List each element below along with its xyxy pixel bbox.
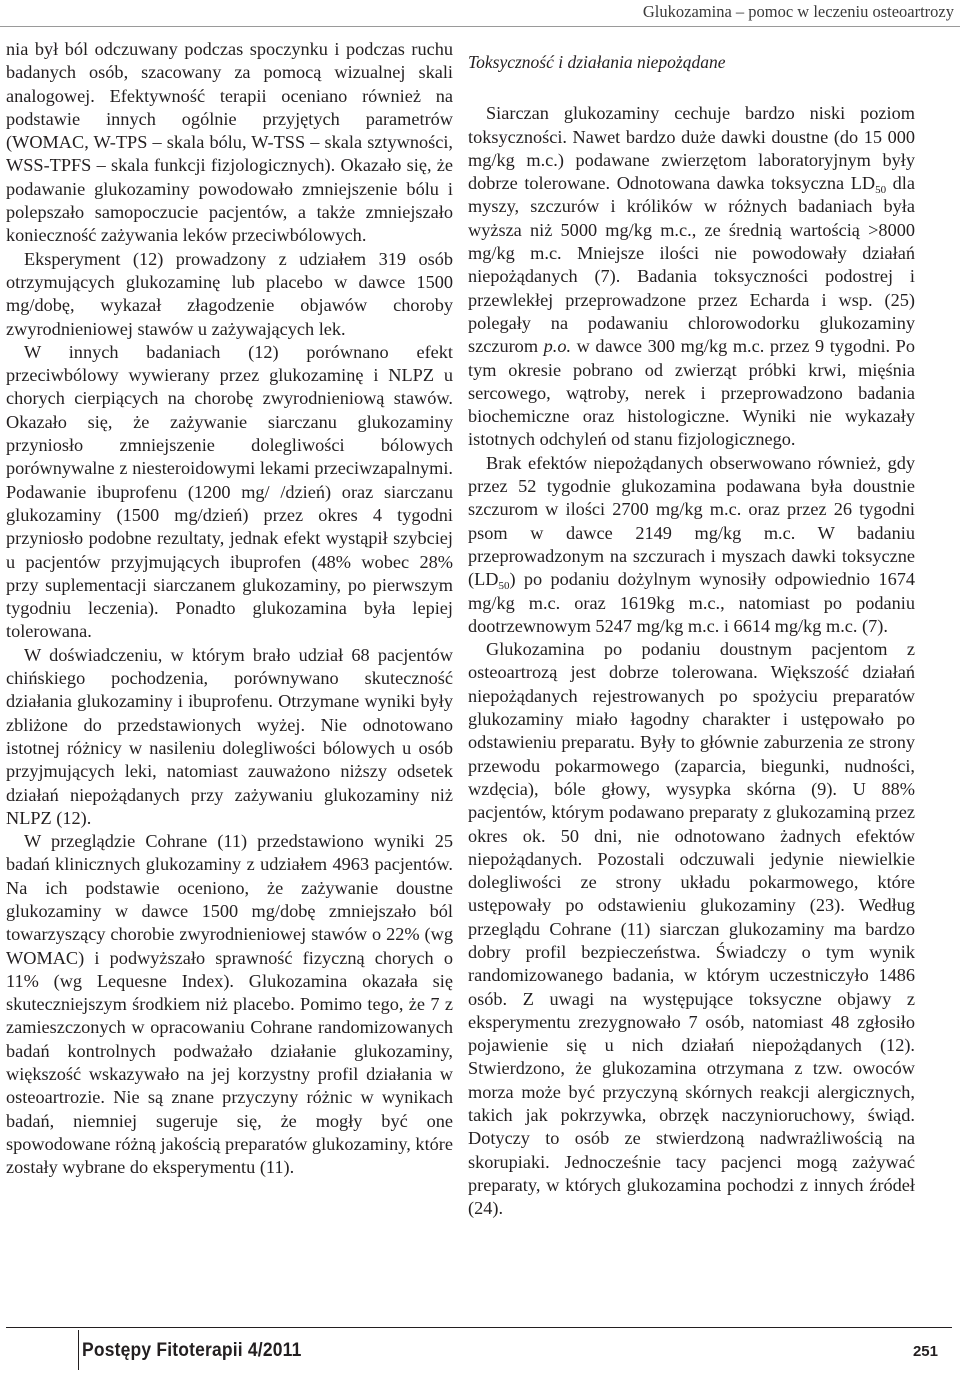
page-number: 251: [912, 1343, 938, 1360]
italic-abbrev: p.o.: [543, 336, 572, 357]
text-run: dla myszy, szczurów i królików w różnych badaniach była wyższa niż 5000 mg/kg m.c., ze średnią wartością >8000 mg/kg m.c. Mniejsze ilości nie powodowały działań niepożądanych (7). Badania toksyczności podostrej i przewlekłej przeprowadzone przez Echarda i wsp. (25) polegały na podawaniu chlorowodorku glukozaminy szczurom: [468, 173, 916, 357]
paragraph: W innych badaniach (12) porównano efekt przeciwbólowy wywierany przez glukozaminę i NLPZ u chorych cierpiących na chorobę zwyrodnieniową stawów. Okazało się, że zażywanie siarczanu glukozaminy przyniosło zmniejszenie dolegliwości bólowych porównywalne z niesteroidowymi lekami przeciwzapalnymi. Podawanie ibuprofenu (1200 mg/ /dzień) oraz siarczanu glukozaminy (1500 mg/dzień) przez okres 4 tygodni przyniosło podobne rezultaty, jednak efekt wystąpił szybciej u pacjentów przyjmujących ibuprofen (48% wobec 28% przy suplementacji siarczanem glukozaminy, po pierwszym tygodniu leczenia). Ponadto glukozamina była lepiej tolerowana.: [6, 341, 453, 642]
right-column: [468, 51, 915, 1221]
text-run: Brak efektów niepożądanych obserwowano również, gdy przez 52 tygodnie glukozamina podawana była doustnie szczurom w ilości 2700 mg/kg m.c. oraz przez 26 tygodni psom w dawce 2149 mg/kg m.c. W badaniu przeprowadzonym na szczurach i myszach dawki toksyczne (LD: [468, 452, 915, 590]
footer-rule: [6, 1327, 952, 1328]
paragraph: nia był ból odczuwany podczas spoczynku i podczas ruchu badanych osób, szacowany za pomocą wizualnej skali analogowej. Efektywność terapii oceniano również na podstawie innych ogólnie przyjętych parametrów (WOMAC, W-TPS – skala bólu, W-TSS – skala sztywności, WSS-TPFS – skala funkcji fizjologicznych). Okazało się, że podawanie glukozaminy powodowało zmniejszenie bólu i polepszało samopoczucie pacjentów, a także zmniejszało konieczność zażywania leków przeciwbólowych.: [6, 39, 453, 246]
journal-title: Postępy Fitoterapii 4/2011: [82, 1340, 302, 1361]
paragraph: [468, 102, 915, 451]
paragraph: [468, 452, 915, 638]
text-run: ) po podaniu dożylnym wynosiły odpowiednio 1674 mg/kg m.c. oraz 1619kg m.c., natomiast po podaniu dootrzewnowym 5247 mg/kg m.c. i 6614 mg/kg m.c. (7).: [468, 569, 915, 636]
subscript: 50: [875, 184, 887, 197]
left-column: [6, 38, 453, 1180]
paragraph: Eksperyment (12) prowadzony z udziałem 319 osób otrzymujących glukozaminę lub placebo w dawce 1500 mg/dobę, wykazał złagodzenie objawów choroby zwyrodnieniowej stawów u zażywających lek.: [6, 248, 453, 339]
text-run: w dawce 300 mg/kg m.c. przez 9 tygodni. Po tym okresie pobrano od zwierząt próbki krwi, mięśnia sercowego, wątroby, nerek i przeprowadzono badania biochemiczne oraz histologiczne. Wyniki nie wykazały istotnych odchyleń od stanu fizjologicznego.: [468, 336, 915, 450]
paragraph: W doświadczeniu, w którym brało udział 68 pacjentów chińskiego pochodzenia, porównywano skuteczność działania glukozaminy i ibuprofenu. Otrzymane wyniki były zbliżone do przedstawionych wyżej. Nie odnotowano istotnej różnicy w nasileniu dolegliwości bólowych u osób przyjmujących leki, natomiast zauważono niższy odsetek działań niepożądanych przy zażywaniu glukozaminy niż NLPZ (12).: [6, 644, 453, 828]
subscript: 50: [498, 580, 510, 593]
header-rule: [0, 26, 960, 27]
paragraph: W przeglądzie Cohrane (11) przedstawiono wyniki 25 badań klinicznych glukozaminy z udziałem 4963 pacjentów. Na ich podstawie oceniono, że zażywanie doustne glukozaminy w dawce 1500 mg/dobę zmniejszało ból towarzyszący chorobie zwyrodnieniowej stawów o 22% (wg WOMAC) i podwyższało sprawność fizyczną chorych o 11% (wg Lequesne Index). Glukozamina okazała się skuteczniejszym środkiem niż placebo. Pomimo tego, że 7 z zamieszczonych w opracowaniu Cohrane randomizowanych badań kontrolnych podważało działanie glukozaminy, większość wskazywało na jej korzystny profil działania w osteoartrozie. Nie są znane przyczyny różnic w wynikach badań, niemniej sugeruje się, że mogły być one spowodowane różną jakością preparatów glukozaminy, które zostały wybrane do eksperymentu (11).: [6, 831, 453, 1178]
text-run: Siarczan glukozaminy cechuje bardzo niski poziom toksyczności. Nawet bardzo duże dawki doustne (do 15 000 mg/kg m.c.) podawane zwierzętom laboratoryjnym były dobrze tolerowane. Odnotowana dawka toksyczna LD: [468, 103, 915, 194]
paragraph: Glukozamina po podaniu doustnym pacjentom z osteoartrozą jest dobrze tolerowana. Większość działań niepożądanych rejestrowanych po spożyciu preparatów glukozaminy miało łagodny charakter i ustępowało po odstawieniu preparatu. Były to głównie zaburzenia ze strony przewodu pokarmowego (zaparcia, biegunki, nudności, wzdęcia), bóle głowy, wysypka skórna (9). U 88% pacjentów, którym podawano preparaty z glukozaminą przez okres ok. 50 dni, nie odnotowano żadnych efektów niepożądanych. Pozostali odczuwali jedynie niewielkie dolegliwości ze strony układu pokarmowego, które ustępowały po odstawieniu glukozaminy (23). Według przeglądu Cohrane (11) siarczan glukozaminy ma bardzo dobry profil bezpieczeństwa. Świadczy o tym wynik randomizowanego badania, w którym uczestniczyło 1486 osób. Z uwagi na występujące toksyczne objawy z eksperymentu zrezygnowało 7 osób, natomiast 48 zgłosiło pojawienie się u nich działań niepożądanych (12). Stwierdzono, że glukozamina otrzymana z tzw. owoców morza może być przyczyną skórnych reakcji alergicznych, takich jak pokrzywka, obrzęk naczynioruchowy, świąd. Dotyczy to osób ze stwierdzoną nadwrażliwością na skorupiaki. Jednocześnie tacy pacjenci mogą zażywać preparaty, w których glukozamina pochodzi z innych źródeł (24).: [468, 639, 915, 1219]
section-heading: Toksyczność i działania niepożądane: [468, 52, 726, 72]
running-head: Glukozamina – pomoc w leczeniu osteoartrozy: [642, 2, 954, 21]
